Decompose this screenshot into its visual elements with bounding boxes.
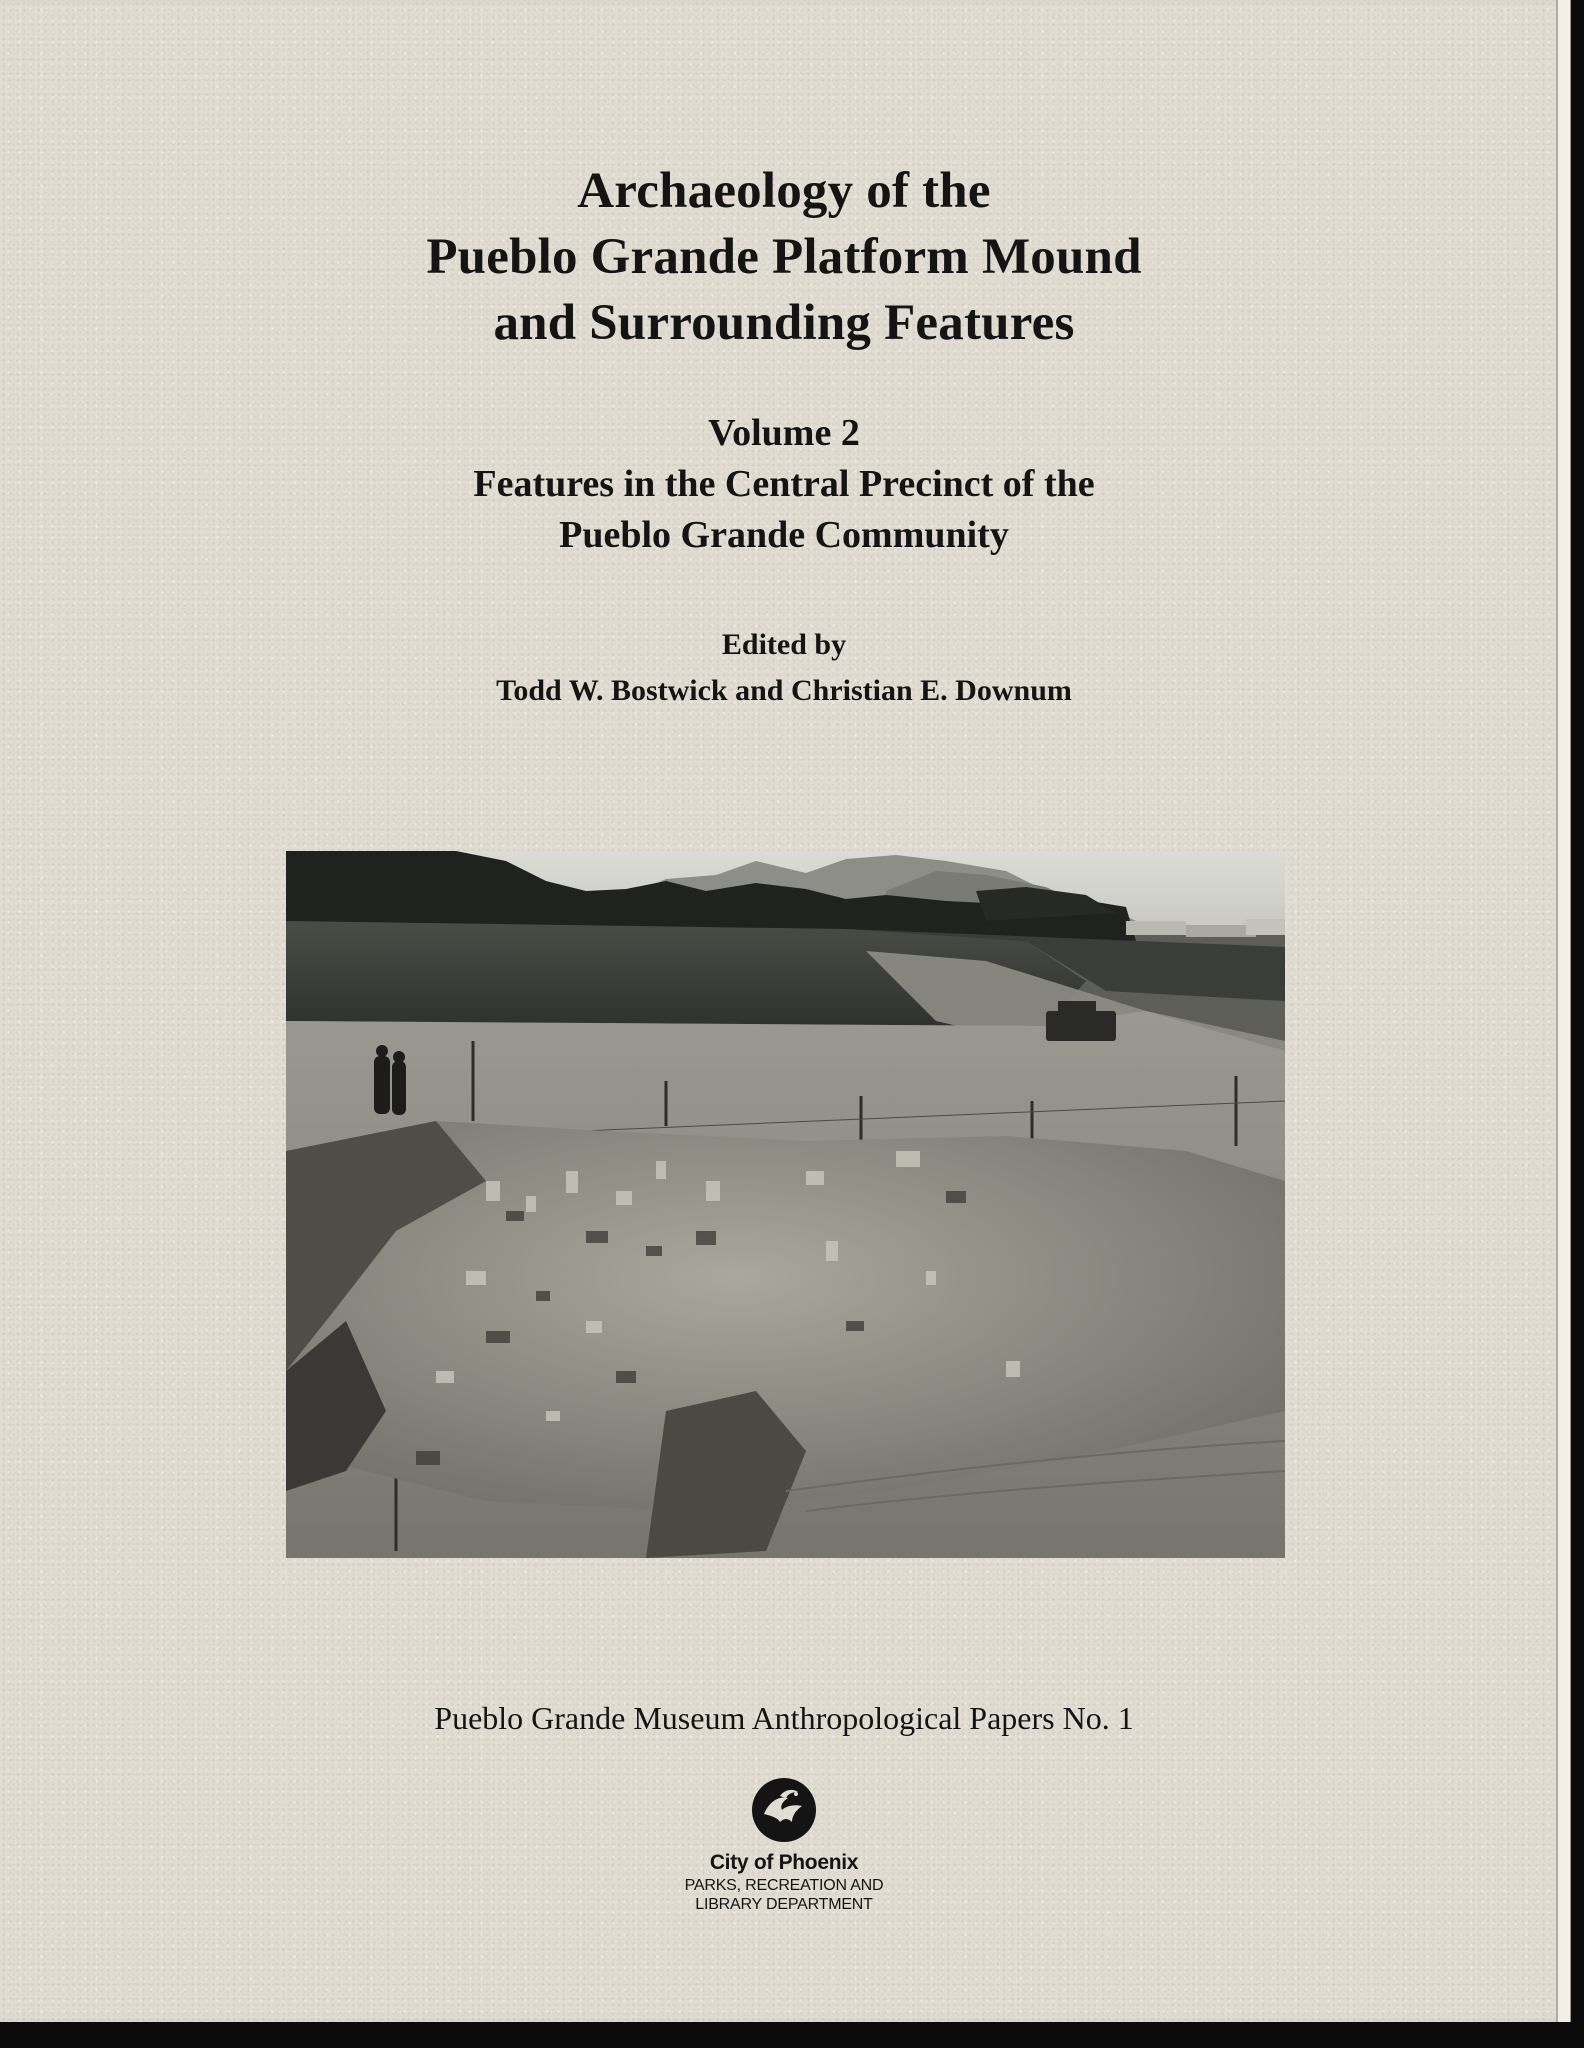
title-line-2: Pueblo Grande Platform Mound — [426, 229, 1142, 285]
series-title: Pueblo Grande Museum Anthropological Papers No. 1 — [434, 1700, 1134, 1736]
page-edge — [1556, 0, 1570, 2022]
cover-title — [0, 158, 1568, 356]
editor-names: Todd W. Bostwick and Christian E. Downum — [496, 674, 1072, 707]
excavation-photo — [286, 851, 1285, 1558]
volume-heading — [0, 408, 1568, 561]
title-line-3: and Surrounding Features — [493, 295, 1075, 351]
edited-by-label: Edited by — [721, 628, 847, 661]
editors — [0, 622, 1568, 714]
publisher-name: City of Phoenix — [709, 1851, 859, 1874]
phoenix-bird-icon — [750, 1776, 818, 1844]
department-line-2: LIBRARY DEPARTMENT — [695, 1896, 873, 1913]
title-line-1: Archaeology of the — [577, 163, 991, 219]
department-line-1: PARKS, RECREATION AND — [684, 1877, 884, 1894]
publisher-logo — [584, 1776, 984, 1914]
volume-label: Volume 2 — [708, 412, 860, 454]
subtitle-line-2: Pueblo Grande Community — [559, 514, 1009, 556]
subtitle-line-1: Features in the Central Precinct of the — [473, 463, 1095, 505]
